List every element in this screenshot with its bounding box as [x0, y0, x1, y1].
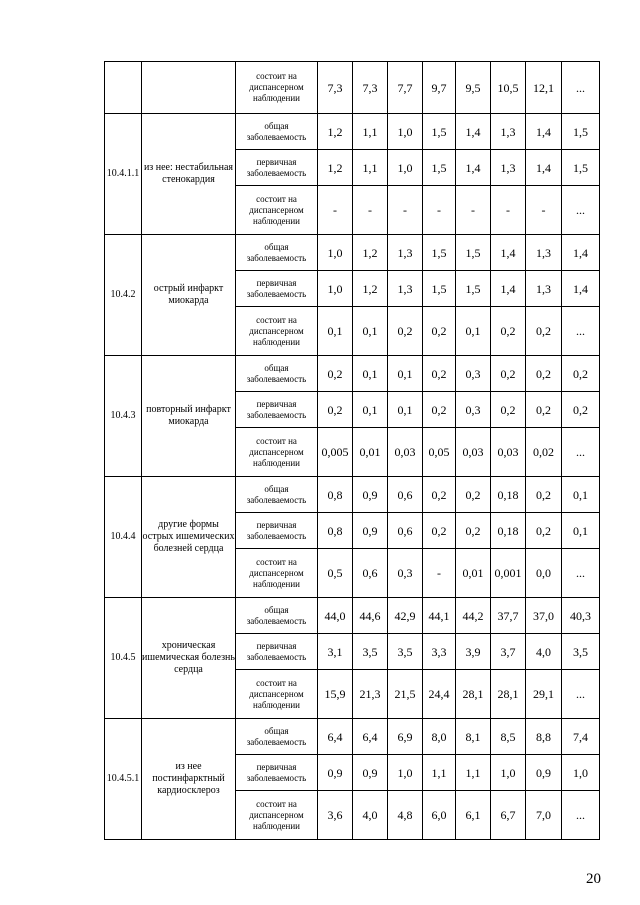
indicator-cell: состоит на диспансерном наблюдении: [236, 670, 318, 719]
value-cell: -: [353, 186, 388, 235]
value-cell: 0,01: [353, 428, 388, 477]
value-cell: 0,6: [388, 513, 423, 549]
value-cell: 3,6: [318, 791, 353, 840]
indicator-cell: первичная заболеваемость: [236, 271, 318, 307]
value-cell: 0,0: [526, 549, 562, 598]
value-cell: 1,5: [562, 150, 600, 186]
value-cell: 1,4: [491, 271, 526, 307]
value-cell: 1,0: [491, 755, 526, 791]
value-cell: 1,2: [353, 235, 388, 271]
value-cell: 0,01: [456, 549, 491, 598]
value-cell: 37,0: [526, 598, 562, 634]
value-cell: 0,2: [526, 477, 562, 513]
value-cell: 1,1: [456, 755, 491, 791]
value-cell: 1,5: [456, 271, 491, 307]
value-cell: 0,2: [423, 392, 456, 428]
value-cell: 8,5: [491, 719, 526, 755]
value-cell: 44,1: [423, 598, 456, 634]
value-cell: 0,2: [318, 356, 353, 392]
indicator-cell: общая заболеваемость: [236, 719, 318, 755]
value-cell: 0,05: [423, 428, 456, 477]
item-code-cell: 10.4.5.1: [105, 719, 142, 840]
value-cell: 1,3: [526, 235, 562, 271]
value-cell: 21,3: [353, 670, 388, 719]
indicator-cell: состоит на диспансерном наблюдении: [236, 307, 318, 356]
value-cell: 3,3: [423, 634, 456, 670]
value-cell: 15,9: [318, 670, 353, 719]
value-cell: 0,9: [353, 755, 388, 791]
value-cell: 0,3: [456, 392, 491, 428]
value-cell: 12,1: [526, 62, 562, 114]
morbidity-table: [104, 61, 600, 840]
value-cell: 3,9: [456, 634, 491, 670]
value-cell: 28,1: [456, 670, 491, 719]
value-cell: 0,1: [388, 356, 423, 392]
value-cell: 0,2: [526, 307, 562, 356]
disease-name-cell: [142, 62, 236, 114]
disease-name-cell: хроническая ишемическая болезнь сердца: [142, 598, 236, 719]
value-cell: 0,6: [388, 477, 423, 513]
value-cell: 1,4: [526, 114, 562, 150]
value-cell: 0,1: [353, 307, 388, 356]
value-cell: 21,5: [388, 670, 423, 719]
value-cell: 7,0: [526, 791, 562, 840]
value-cell: 0,2: [526, 513, 562, 549]
table-row: [105, 62, 600, 114]
indicator-cell: общая заболеваемость: [236, 235, 318, 271]
disease-name-cell: повторный инфаркт миокарда: [142, 356, 236, 477]
value-cell: -: [388, 186, 423, 235]
value-cell: -: [456, 186, 491, 235]
disease-name-cell: другие формы острых ишемических болезней сердца: [142, 477, 236, 598]
value-cell: 0,001: [491, 549, 526, 598]
value-cell: 1,4: [491, 235, 526, 271]
value-cell: 1,4: [562, 271, 600, 307]
item-code-cell: [105, 62, 142, 114]
value-cell: 1,3: [388, 271, 423, 307]
value-cell: 0,18: [491, 513, 526, 549]
value-cell: 4,0: [353, 791, 388, 840]
value-cell: 44,2: [456, 598, 491, 634]
value-cell: 1,0: [318, 271, 353, 307]
indicator-cell: первичная заболеваемость: [236, 513, 318, 549]
item-code-cell: 10.4.2: [105, 235, 142, 356]
value-cell: 1,4: [456, 114, 491, 150]
value-cell: 0,03: [388, 428, 423, 477]
value-cell: 3,7: [491, 634, 526, 670]
page-number: 20: [586, 871, 601, 887]
value-cell: 40,3: [562, 598, 600, 634]
value-cell: 1,1: [353, 150, 388, 186]
value-cell: ...: [562, 307, 600, 356]
value-cell: 0,2: [318, 392, 353, 428]
value-cell: 1,0: [562, 755, 600, 791]
value-cell: 1,5: [456, 235, 491, 271]
value-cell: 0,9: [353, 477, 388, 513]
value-cell: -: [423, 549, 456, 598]
value-cell: 1,5: [423, 150, 456, 186]
value-cell: 6,0: [423, 791, 456, 840]
value-cell: 7,3: [318, 62, 353, 114]
value-cell: 0,9: [318, 755, 353, 791]
value-cell: 0,005: [318, 428, 353, 477]
value-cell: 0,9: [353, 513, 388, 549]
value-cell: 0,1: [353, 392, 388, 428]
value-cell: 0,8: [318, 513, 353, 549]
value-cell: 0,18: [491, 477, 526, 513]
value-cell: 1,3: [491, 114, 526, 150]
value-cell: 0,2: [423, 477, 456, 513]
value-cell: 1,0: [388, 755, 423, 791]
value-cell: 0,2: [562, 356, 600, 392]
value-cell: 1,1: [353, 114, 388, 150]
value-cell: 0,2: [526, 392, 562, 428]
value-cell: 1,3: [388, 235, 423, 271]
value-cell: 0,2: [388, 307, 423, 356]
value-cell: 4,0: [526, 634, 562, 670]
table-row: [105, 598, 600, 634]
value-cell: 28,1: [491, 670, 526, 719]
value-cell: 6,9: [388, 719, 423, 755]
indicator-cell: общая заболеваемость: [236, 477, 318, 513]
table-row: [105, 719, 600, 755]
item-code-cell: 10.4.3: [105, 356, 142, 477]
value-cell: 3,1: [318, 634, 353, 670]
value-cell: 0,03: [491, 428, 526, 477]
value-cell: 1,5: [423, 271, 456, 307]
value-cell: 1,0: [318, 235, 353, 271]
value-cell: ...: [562, 549, 600, 598]
value-cell: 0,9: [526, 755, 562, 791]
value-cell: 44,0: [318, 598, 353, 634]
value-cell: 42,9: [388, 598, 423, 634]
value-cell: 1,2: [318, 114, 353, 150]
value-cell: 44,6: [353, 598, 388, 634]
value-cell: 0,5: [318, 549, 353, 598]
value-cell: 0,6: [353, 549, 388, 598]
value-cell: 1,5: [562, 114, 600, 150]
indicator-cell: состоит на диспансерном наблюдении: [236, 428, 318, 477]
table-row: [105, 356, 600, 392]
value-cell: 0,2: [562, 392, 600, 428]
value-cell: ...: [562, 670, 600, 719]
value-cell: 0,2: [423, 307, 456, 356]
value-cell: 29,1: [526, 670, 562, 719]
indicator-cell: состоит на диспансерном наблюдении: [236, 791, 318, 840]
indicator-cell: первичная заболеваемость: [236, 755, 318, 791]
value-cell: 1,1: [423, 755, 456, 791]
value-cell: 3,5: [562, 634, 600, 670]
indicator-cell: состоит на диспансерном наблюдении: [236, 186, 318, 235]
value-cell: 1,2: [353, 271, 388, 307]
value-cell: -: [423, 186, 456, 235]
value-cell: 6,4: [318, 719, 353, 755]
disease-name-cell: из нее постинфарктный кардиосклероз: [142, 719, 236, 840]
value-cell: 0,3: [456, 356, 491, 392]
value-cell: 24,4: [423, 670, 456, 719]
disease-name-cell: из нее: нестабильная стенокардия: [142, 114, 236, 235]
value-cell: 0,1: [318, 307, 353, 356]
value-cell: 1,3: [526, 271, 562, 307]
indicator-cell: общая заболеваемость: [236, 114, 318, 150]
value-cell: 1,3: [491, 150, 526, 186]
value-cell: 1,4: [526, 150, 562, 186]
table-row: [105, 235, 600, 271]
value-cell: 8,8: [526, 719, 562, 755]
indicator-cell: общая заболеваемость: [236, 598, 318, 634]
value-cell: 37,7: [491, 598, 526, 634]
value-cell: 6,1: [456, 791, 491, 840]
value-cell: 0,2: [456, 513, 491, 549]
value-cell: 0,2: [423, 356, 456, 392]
indicator-cell: состоит на диспансерном наблюдении: [236, 549, 318, 598]
value-cell: 1,0: [388, 114, 423, 150]
value-cell: 8,0: [423, 719, 456, 755]
value-cell: 1,5: [423, 235, 456, 271]
value-cell: 0,1: [388, 392, 423, 428]
value-cell: 7,4: [562, 719, 600, 755]
table-row: [105, 114, 600, 150]
value-cell: 6,7: [491, 791, 526, 840]
value-cell: 8,1: [456, 719, 491, 755]
value-cell: ...: [562, 791, 600, 840]
table-row: [105, 477, 600, 513]
value-cell: -: [318, 186, 353, 235]
value-cell: 0,2: [491, 392, 526, 428]
value-cell: 0,3: [388, 549, 423, 598]
value-cell: -: [526, 186, 562, 235]
value-cell: 6,4: [353, 719, 388, 755]
value-cell: 1,4: [456, 150, 491, 186]
value-cell: 0,02: [526, 428, 562, 477]
indicator-cell: состоит на диспансерном наблюдении: [236, 62, 318, 114]
indicator-cell: первичная заболеваемость: [236, 150, 318, 186]
value-cell: 0,2: [526, 356, 562, 392]
value-cell: 0,2: [491, 356, 526, 392]
value-cell: 9,7: [423, 62, 456, 114]
value-cell: 7,3: [353, 62, 388, 114]
indicator-cell: первичная заболеваемость: [236, 392, 318, 428]
value-cell: 0,2: [423, 513, 456, 549]
value-cell: 0,1: [562, 513, 600, 549]
value-cell: 0,1: [456, 307, 491, 356]
item-code-cell: 10.4.5: [105, 598, 142, 719]
value-cell: ...: [562, 428, 600, 477]
value-cell: 9,5: [456, 62, 491, 114]
value-cell: -: [491, 186, 526, 235]
value-cell: 0,2: [491, 307, 526, 356]
value-cell: 4,8: [388, 791, 423, 840]
indicator-cell: общая заболеваемость: [236, 356, 318, 392]
value-cell: 1,2: [318, 150, 353, 186]
value-cell: 0,1: [353, 356, 388, 392]
item-code-cell: 10.4.4: [105, 477, 142, 598]
value-cell: 1,4: [562, 235, 600, 271]
value-cell: 10,5: [491, 62, 526, 114]
value-cell: ...: [562, 186, 600, 235]
indicator-cell: первичная заболеваемость: [236, 634, 318, 670]
value-cell: 1,0: [388, 150, 423, 186]
value-cell: 0,03: [456, 428, 491, 477]
value-cell: 3,5: [388, 634, 423, 670]
value-cell: 7,7: [388, 62, 423, 114]
value-cell: ...: [562, 62, 600, 114]
item-code-cell: 10.4.1.1: [105, 114, 142, 235]
value-cell: 1,5: [423, 114, 456, 150]
value-cell: 0,8: [318, 477, 353, 513]
value-cell: 0,1: [562, 477, 600, 513]
value-cell: 3,5: [353, 634, 388, 670]
disease-name-cell: острый инфаркт миокарда: [142, 235, 236, 356]
value-cell: 0,2: [456, 477, 491, 513]
